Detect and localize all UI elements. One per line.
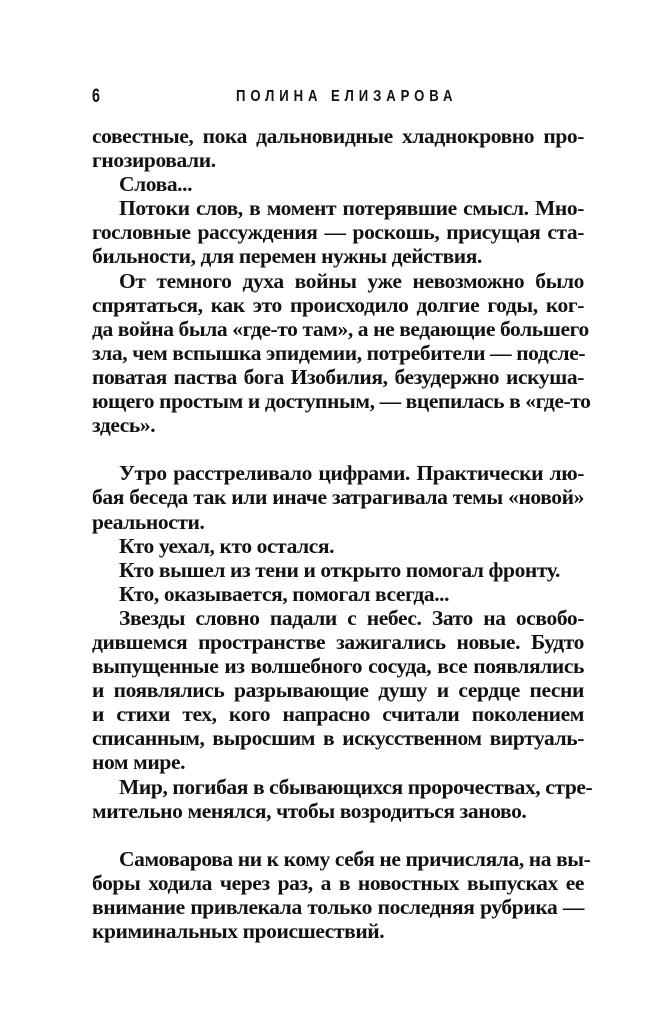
text-line: и стихи тех, кого напрасно считали поколением bbox=[92, 702, 584, 727]
text-line: дившемся пространстве зажигались новые. Будто bbox=[92, 629, 584, 654]
text-line: зла, чем вспышка эпидемии, потребители — подсле- bbox=[92, 340, 586, 365]
text-line: совестные, пока дальновидные хладнокровно про- bbox=[92, 124, 584, 148]
text-line: реальности. bbox=[92, 509, 205, 534]
text-line: ном мире. bbox=[92, 750, 186, 775]
text-line: Слова... bbox=[119, 172, 193, 197]
text-line: ющего простым и доступным, — вцепилась в «где-то bbox=[92, 389, 591, 414]
text-line: гословные рассуждения — роскошь, присущая ста- bbox=[92, 220, 584, 245]
text-line: Кто вышел из тени и открыто помогал фронту. bbox=[119, 557, 560, 582]
text-line: здесь». bbox=[92, 413, 156, 438]
text-line: списанным, выросшим в искусственном виртуаль- bbox=[92, 726, 584, 751]
page-number: 6 bbox=[92, 86, 100, 107]
text-line: поватая паства бога Изобилия, безудержно искуша- bbox=[92, 364, 584, 389]
text-line: Мир, погибая в сбывающихся пророчествах, стре- bbox=[119, 774, 593, 799]
text-line: спрятаться, как это происходило долгие годы, ког- bbox=[92, 292, 584, 317]
text-line: бильности, для перемен нужны действия. bbox=[92, 244, 482, 269]
body-text bbox=[92, 124, 593, 944]
text-line: да война была «где-то там», а не ведающие большего bbox=[92, 316, 589, 341]
text-line: и появлялись разрывающие душу и сердце песни bbox=[92, 678, 584, 703]
text-line: бая беседа так или иначе затрагивала темы «новой» bbox=[92, 485, 584, 510]
running-header bbox=[92, 86, 579, 112]
text-line: криминальных происшествий. bbox=[92, 919, 385, 944]
text-line: Самоварова ни к кому себя не причисляла, на вы- bbox=[119, 846, 591, 871]
text-line: Звезды словно падали с небес. Зато на освобо- bbox=[119, 605, 584, 630]
text-line: От темного духа войны уже невозможно было bbox=[119, 268, 584, 293]
text-line: выпущенные из волшебного сосуда, все появлялись bbox=[92, 654, 584, 679]
section-break bbox=[92, 823, 584, 847]
text-line: мительно менялся, чтобы возродиться заново. bbox=[92, 798, 527, 823]
text-line: Утро расстреливало цифрами. Практически лю- bbox=[119, 461, 584, 486]
text-line: внимание привлекала только последняя рубрика — bbox=[92, 895, 584, 919]
text-line: Потоки слов, в момент потерявшие смысл. Мно- bbox=[119, 196, 584, 221]
section-break bbox=[92, 437, 584, 461]
running-head-author: ПОЛИНА ЕЛИЗАРОВА bbox=[236, 88, 458, 105]
text-line: Кто, оказывается, помогал всегда... bbox=[119, 581, 450, 606]
text-line: Кто уехал, кто остался. bbox=[119, 533, 335, 558]
text-line: гнозировали. bbox=[92, 148, 216, 173]
text-line: боры ходила через раз, а в новостных выпусках ее bbox=[92, 870, 584, 895]
